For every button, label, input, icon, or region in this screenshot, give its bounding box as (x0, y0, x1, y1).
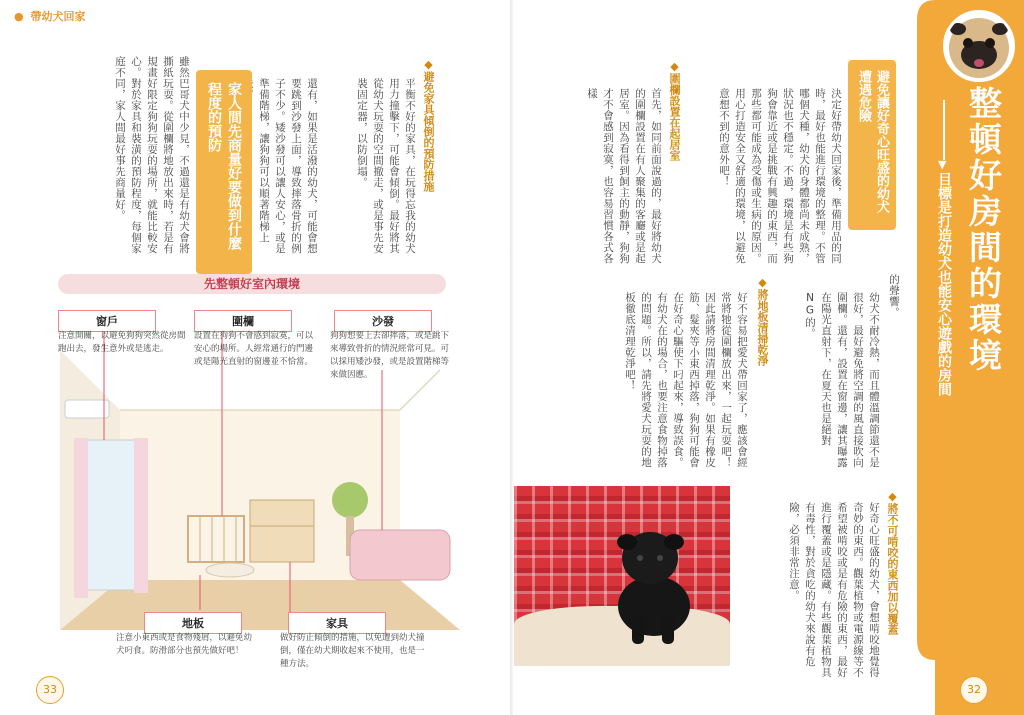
arrow-icon: ▼ (938, 158, 947, 171)
left-para-1: 平衡不好的家具，在玩得忘我的幼犬用力撞擊下，可能會傾倒。最好將其從幼犬玩耍的空間撤走，或是事先安裝固定器，以防倒塌。 (356, 78, 416, 254)
desc-window: 注意開關，以避免狗狗突然從房間跑出去，發生意外或是逃走。 (58, 331, 186, 354)
header-brand (14, 8, 85, 24)
diagram-banner-text: 先整頓好室內環境 (203, 277, 300, 291)
desc-floor: 注意小東西或是食物殘屑，以避免幼犬叼食。防滑部分也預先做好吧！ (116, 633, 253, 656)
pug-avatar (943, 10, 1015, 82)
tag-avoid-danger: 避免讓好奇心旺盛的幼犬遭遇危險 (848, 60, 896, 230)
head-fence-livingroom: ◆圍欄設置在起居室 (668, 60, 681, 161)
head-cover-items: ◆將不可啃咬的東西加以覆蓋 (886, 490, 899, 635)
label-sofa: 沙發 (334, 310, 432, 332)
right-para-2: 首先，如同前面說過的，最好將幼犬的圍欄設置在有人聚集的客廳或是起居室。因為看得到飼主的動靜，狗狗才不會感到寂寞，也容易習慣各式各樣 (586, 88, 662, 264)
page-title: 整頓好房間的環境 (964, 86, 1003, 374)
desc-furniture: 做好防止傾倒的措施，以免遭到幼犬撞倒，僅在幼犬期收起來不使用，也是一種方法。 (280, 633, 425, 669)
desc-sofa: 狗狗想要上去卻摔落，或是跳下來導致骨折的情況經常可見。可以採用矮沙發，或是設置階梯等來做因應。 (330, 331, 450, 380)
pug-face-icon (946, 13, 1012, 79)
page-subtitle: 目標是打造幼犬也能安心遊戲的房間 (936, 172, 952, 396)
page-number-right: 32 (960, 676, 988, 704)
left-para-2: 還有，如果是活潑的幼犬，可能會想要跳到沙發上面，導致摔落骨折的例子不少。矮沙發可以讓人安心，或是準備階梯，讓狗狗可以順著階梯上 (258, 78, 318, 254)
title-band (915, 0, 1024, 715)
label-furniture: 家具 (288, 612, 386, 634)
label-floor: 地板 (144, 612, 242, 634)
desc-fence: 設置在狗狗不會感到寂寞，可以安心的場所。人經常通行的門邊或是陽光直射的窗邊並不恰當。 (194, 331, 314, 367)
puppy-photo (514, 486, 730, 666)
black-puppy-icon (514, 486, 730, 666)
right-para-4: 好不容易把愛犬帶回家了，應該會經常將牠從圍欄放出來，一起玩耍吧！因此請將房間清理乾淨。如果有橡皮筋、髮夾等小東西掉落，狗狗可能會在好奇心驅使下叼起來，導致誤食。有幼犬在的場合，也要注意食物掉落的問題。所以，請先將愛犬玩耍的地板徹底清理乾淨吧！ (624, 292, 748, 468)
brand-label: 帶幼犬回家 (30, 10, 86, 23)
tag-family-discuss: 家人間先商量好要做到什麼程度的預防 (196, 70, 252, 274)
right-para-5: 好奇心旺盛的幼犬，會想啃咬地覺得奇妙的東西。觀葉植物或電源線等不希望被啃咬或是有危險的東西，最好進行覆蓋或是隱藏。有些觀葉植物具有毒性，對於貪吃的幼犬來說有危險，必須非常注意。 (788, 502, 880, 678)
diagram-banner (58, 274, 446, 294)
subtitle-line (943, 100, 945, 160)
right-para-1: 決定好帶幼犬回家後，準備用品的同時，最好也能進行環境的整理。不管哪個犬種，幼犬的身體都尚未成熟，狀況也不穩定。不過，環境是有些狗狗會靠近或是挑戰有興趣的東西，而那些都可能成為受傷或生病的原因。用心打造安全又舒適的環境，以避免意想不到的意外吧！ (718, 88, 842, 264)
paw-icon: ● (14, 10, 24, 23)
page-number-left: 33 (36, 676, 64, 704)
left-para-3: 雖然巴哥犬中少見，不過還是有幼犬會將撕紙玩耍。從圍欄將地放出來時，若是有規畫好限定狗狗玩耍的場所，就能比較安心。對於家具和裝潢的預防程度，每個家庭不同，家人間最好事先商量好。 (114, 56, 190, 254)
head-furniture-falling: ◆避免家具傾倒的預防措施 (422, 58, 435, 192)
right-para-3: 幼犬不耐冷熱，而且體溫調節還不是很好，最好避免將空調的風直接吹向圍欄。還有，設置在窗邊，讓其曝露在陽光直射下，在夏天也是絕對NG的。 (804, 292, 880, 468)
right-para-2b: 的聲響。 (888, 274, 900, 318)
head-clean-floor: ◆將地板清掃乾淨 (756, 276, 769, 366)
label-fence: 圍欄 (194, 310, 292, 332)
label-window: 窗戶 (58, 310, 156, 332)
